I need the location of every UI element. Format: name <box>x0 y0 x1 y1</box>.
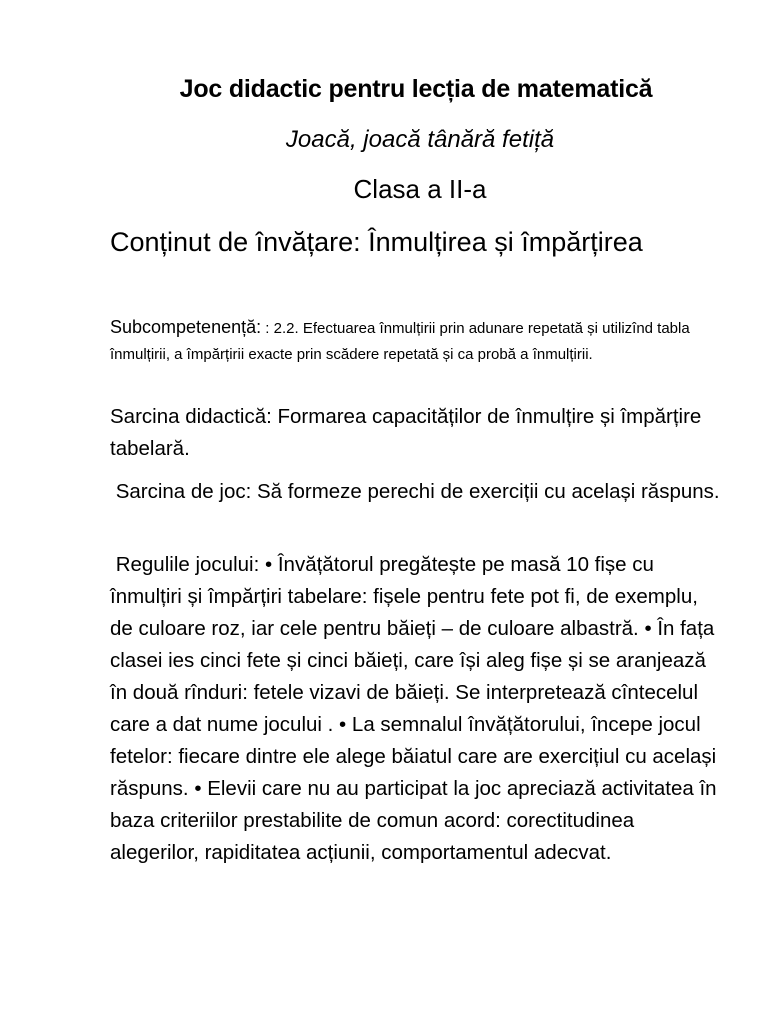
content-heading: Conținut de învățare: Înmulțirea și împărțirea <box>110 227 643 257</box>
class-line: Clasa a II-a <box>353 174 487 204</box>
document-title: Joc didactic pentru lecția de matematică <box>179 75 653 103</box>
subcompetence-paragraph <box>110 314 722 368</box>
game-rules-paragraph: Regulile jocului: • Învățătorul pregătește pe masă 10 fișe cu înmulțiri și împărțiri tabelare: fișele pentru fete pot fi, de exemplu, de culoare roz, iar cele pentru băieți – de culoare albastră. • În fața clasei ies cinci fete și cinci băieți, care își aleg fișe și se aranjează în două rînduri: fetele vizavi de băieți. Se interpretează cîntecelul care a dat nume jocului . • La semnalul învățătorului, începe jocul fetelor: fiecare dintre ele alege băiatul care are exercițiul cu același răspuns. • Elevii care nu au participat la joc apreciază activitatea în baza criteriilor prestabilite de comun acord: corectitudinea alegerilor, rapiditatea acțiunii, comportamentul adecvat. <box>110 553 723 864</box>
document-subtitle: Joacă, joacă tânără fetiță <box>285 126 555 153</box>
didactic-task-paragraph: Sarcina didactică: Formarea capacităților de înmulțire și împărțire tabelară. <box>110 405 702 460</box>
game-task-paragraph: Sarcina de joc: Să formeze perechi de exerciții cu același răspuns. <box>110 480 720 503</box>
subcompetence-label: Subcompetenență: <box>110 317 262 337</box>
subcompetence-text: : 2.2. Efectuarea înmulțirii prin adunare repetată și utilizînd tabla înmulțirii, a împărțirii exacte prin scădere repetată și ca probă a înmulțirii. <box>110 320 690 363</box>
